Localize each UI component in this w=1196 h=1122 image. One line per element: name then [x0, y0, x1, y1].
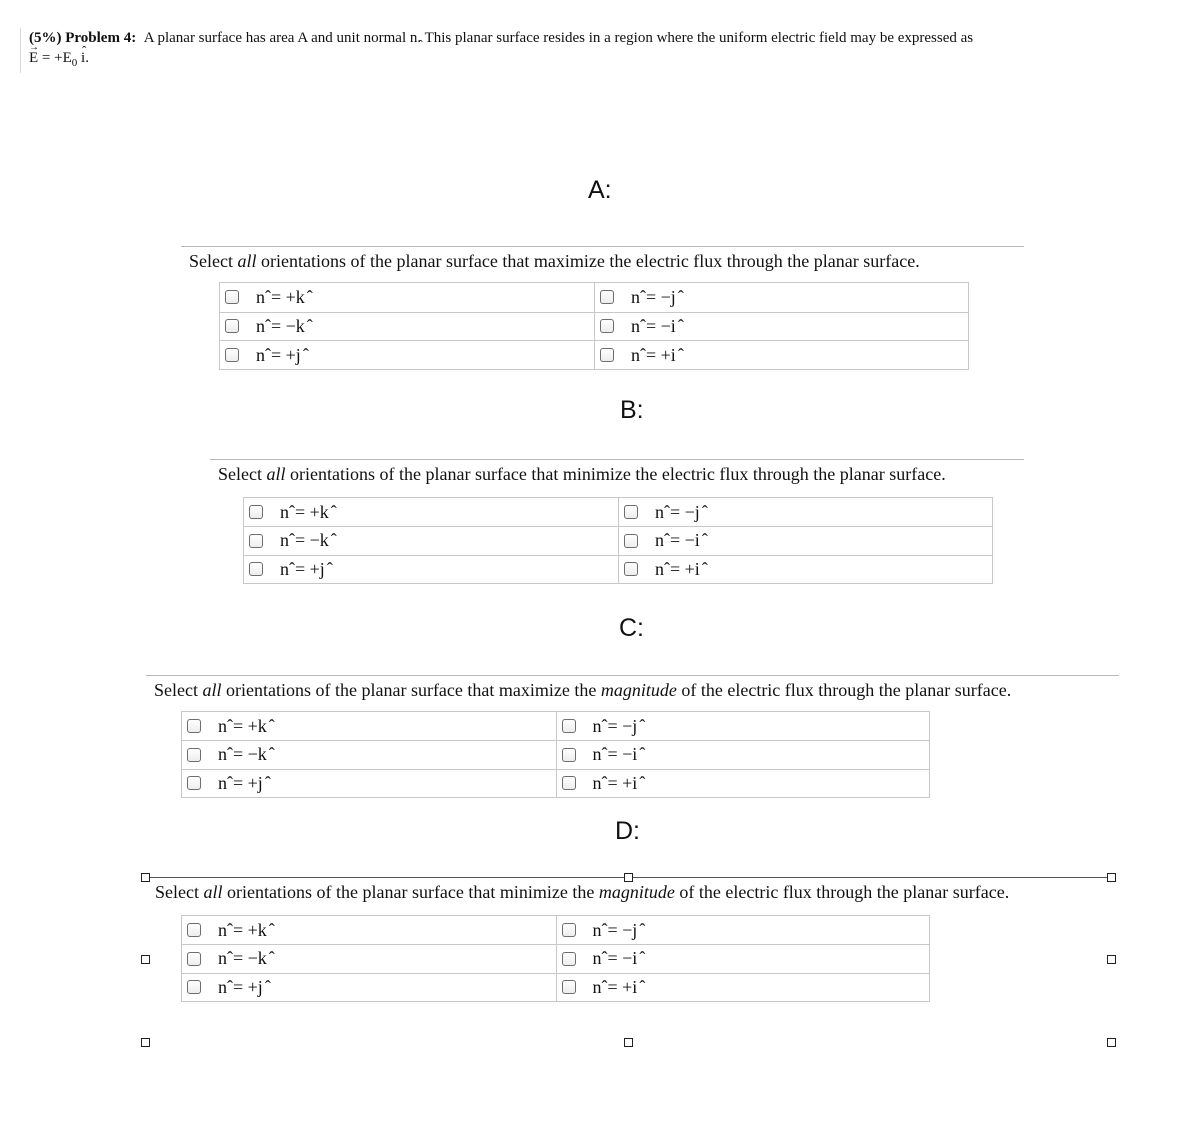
- part-b-option-neg-i[interactable]: nˆ= −i ˆ: [618, 526, 992, 554]
- checkbox[interactable]: [187, 923, 201, 937]
- part-b-label: B:: [620, 396, 644, 424]
- part-b-option-pos-k[interactable]: nˆ= +k ˆ: [244, 498, 618, 526]
- problem-text-continued: . This planar surface resides in a region where the uniform electric field may be expressed as: [417, 30, 974, 46]
- part-c-option-neg-k[interactable]: nˆ= −k ˆ: [182, 740, 556, 768]
- part-d-prompt: Select all orientations of the planar surface that minimize the magnitude of the electric flux through the planar surface.: [155, 882, 1010, 902]
- resize-handle-bottom-left[interactable]: [141, 1038, 150, 1047]
- checkbox[interactable]: [600, 319, 614, 333]
- checkbox[interactable]: [562, 952, 576, 966]
- checkbox[interactable]: [600, 348, 614, 362]
- checkbox[interactable]: [624, 534, 638, 548]
- part-c-option-pos-i[interactable]: nˆ= +i ˆ: [556, 769, 930, 797]
- field-subscript: 0: [71, 57, 78, 69]
- checkbox[interactable]: [225, 348, 239, 362]
- checkbox[interactable]: [624, 505, 638, 519]
- part-c-options: [181, 711, 930, 798]
- checkbox[interactable]: [562, 748, 576, 762]
- checkbox[interactable]: [562, 776, 576, 790]
- part-d-option-neg-i[interactable]: nˆ= −i ˆ: [556, 944, 930, 972]
- problem-lead: (5%) Problem 4:: [29, 30, 137, 46]
- part-d-option-pos-i[interactable]: nˆ= +i ˆ: [556, 973, 930, 1001]
- part-b-options: [243, 497, 993, 584]
- checkbox[interactable]: [225, 319, 239, 333]
- field-equation: = +E: [38, 50, 72, 66]
- part-b-option-pos-j[interactable]: nˆ= +j ˆ: [244, 555, 618, 583]
- resize-handle-top-center[interactable]: [624, 873, 633, 882]
- part-b-option-neg-k[interactable]: nˆ= −k ˆ: [244, 526, 618, 554]
- resize-handle-top-left[interactable]: [141, 873, 150, 882]
- checkbox[interactable]: [600, 290, 614, 304]
- resize-handle-top-right[interactable]: [1107, 873, 1116, 882]
- problem-statement: [20, 28, 1189, 73]
- field-unit-vector: i ˆ: [81, 48, 85, 68]
- field-vector-symbol: → E: [29, 48, 38, 68]
- resize-handle-bottom-right[interactable]: [1107, 1038, 1116, 1047]
- part-c-option-neg-i[interactable]: nˆ= −i ˆ: [556, 740, 930, 768]
- part-d-option-neg-k[interactable]: nˆ= −k ˆ: [182, 944, 556, 972]
- checkbox[interactable]: [187, 980, 201, 994]
- checkbox[interactable]: [249, 505, 263, 519]
- checkbox[interactable]: [562, 719, 576, 733]
- part-d-option-neg-j[interactable]: nˆ= −j ˆ: [556, 916, 930, 944]
- part-c-section: [146, 675, 1119, 702]
- part-b-section: [210, 459, 1024, 486]
- checkbox[interactable]: [249, 534, 263, 548]
- part-a-option-neg-k[interactable]: nˆ= −k ˆ: [220, 312, 594, 341]
- checkbox[interactable]: [187, 952, 201, 966]
- part-c-option-neg-j[interactable]: nˆ= −j ˆ: [556, 712, 930, 740]
- part-d-option-pos-k[interactable]: nˆ= +k ˆ: [182, 916, 556, 944]
- part-a-option-pos-k[interactable]: nˆ= +k ˆ: [220, 283, 594, 312]
- checkbox[interactable]: [225, 290, 239, 304]
- part-d-label: D:: [615, 817, 640, 845]
- part-a-option-neg-j[interactable]: nˆ= −j ˆ: [594, 283, 968, 312]
- checkbox[interactable]: [624, 562, 638, 576]
- resize-handle-middle-left[interactable]: [141, 955, 150, 964]
- part-a-prompt: Select all orientations of the planar surface that maximize the electric flux through the planar surface.: [189, 251, 920, 271]
- part-a-label: A:: [588, 176, 612, 204]
- part-c-label: C:: [619, 614, 644, 642]
- field-period: .: [85, 50, 89, 66]
- resize-handle-middle-right[interactable]: [1107, 955, 1116, 964]
- part-c-option-pos-k[interactable]: nˆ= +k ˆ: [182, 712, 556, 740]
- checkbox[interactable]: [187, 776, 201, 790]
- part-b-option-neg-j[interactable]: nˆ= −j ˆ: [618, 498, 992, 526]
- part-c-option-pos-j[interactable]: nˆ= +j ˆ: [182, 769, 556, 797]
- part-a-option-neg-i[interactable]: nˆ= −i ˆ: [594, 312, 968, 341]
- part-b-option-pos-i[interactable]: nˆ= +i ˆ: [618, 555, 992, 583]
- resize-handle-bottom-center[interactable]: [624, 1038, 633, 1047]
- checkbox[interactable]: [187, 719, 201, 733]
- checkbox[interactable]: [187, 748, 201, 762]
- part-d-option-pos-j[interactable]: nˆ= +j ˆ: [182, 973, 556, 1001]
- part-d-options: [181, 915, 930, 1002]
- part-a-options: [219, 282, 969, 370]
- part-a-section: [181, 246, 1024, 273]
- problem-text: A planar surface has area A and unit normal n: [143, 30, 418, 46]
- part-a-option-pos-i[interactable]: nˆ= +i ˆ: [594, 340, 968, 369]
- part-a-option-pos-j[interactable]: nˆ= +j ˆ: [220, 340, 594, 369]
- checkbox[interactable]: [562, 980, 576, 994]
- part-c-prompt: Select all orientations of the planar surface that maximize the magnitude of the electric flux through the planar surface.: [154, 680, 1012, 700]
- part-b-prompt: Select all orientations of the planar surface that minimize the electric flux through the planar surface.: [218, 464, 946, 484]
- checkbox[interactable]: [249, 562, 263, 576]
- checkbox[interactable]: [562, 923, 576, 937]
